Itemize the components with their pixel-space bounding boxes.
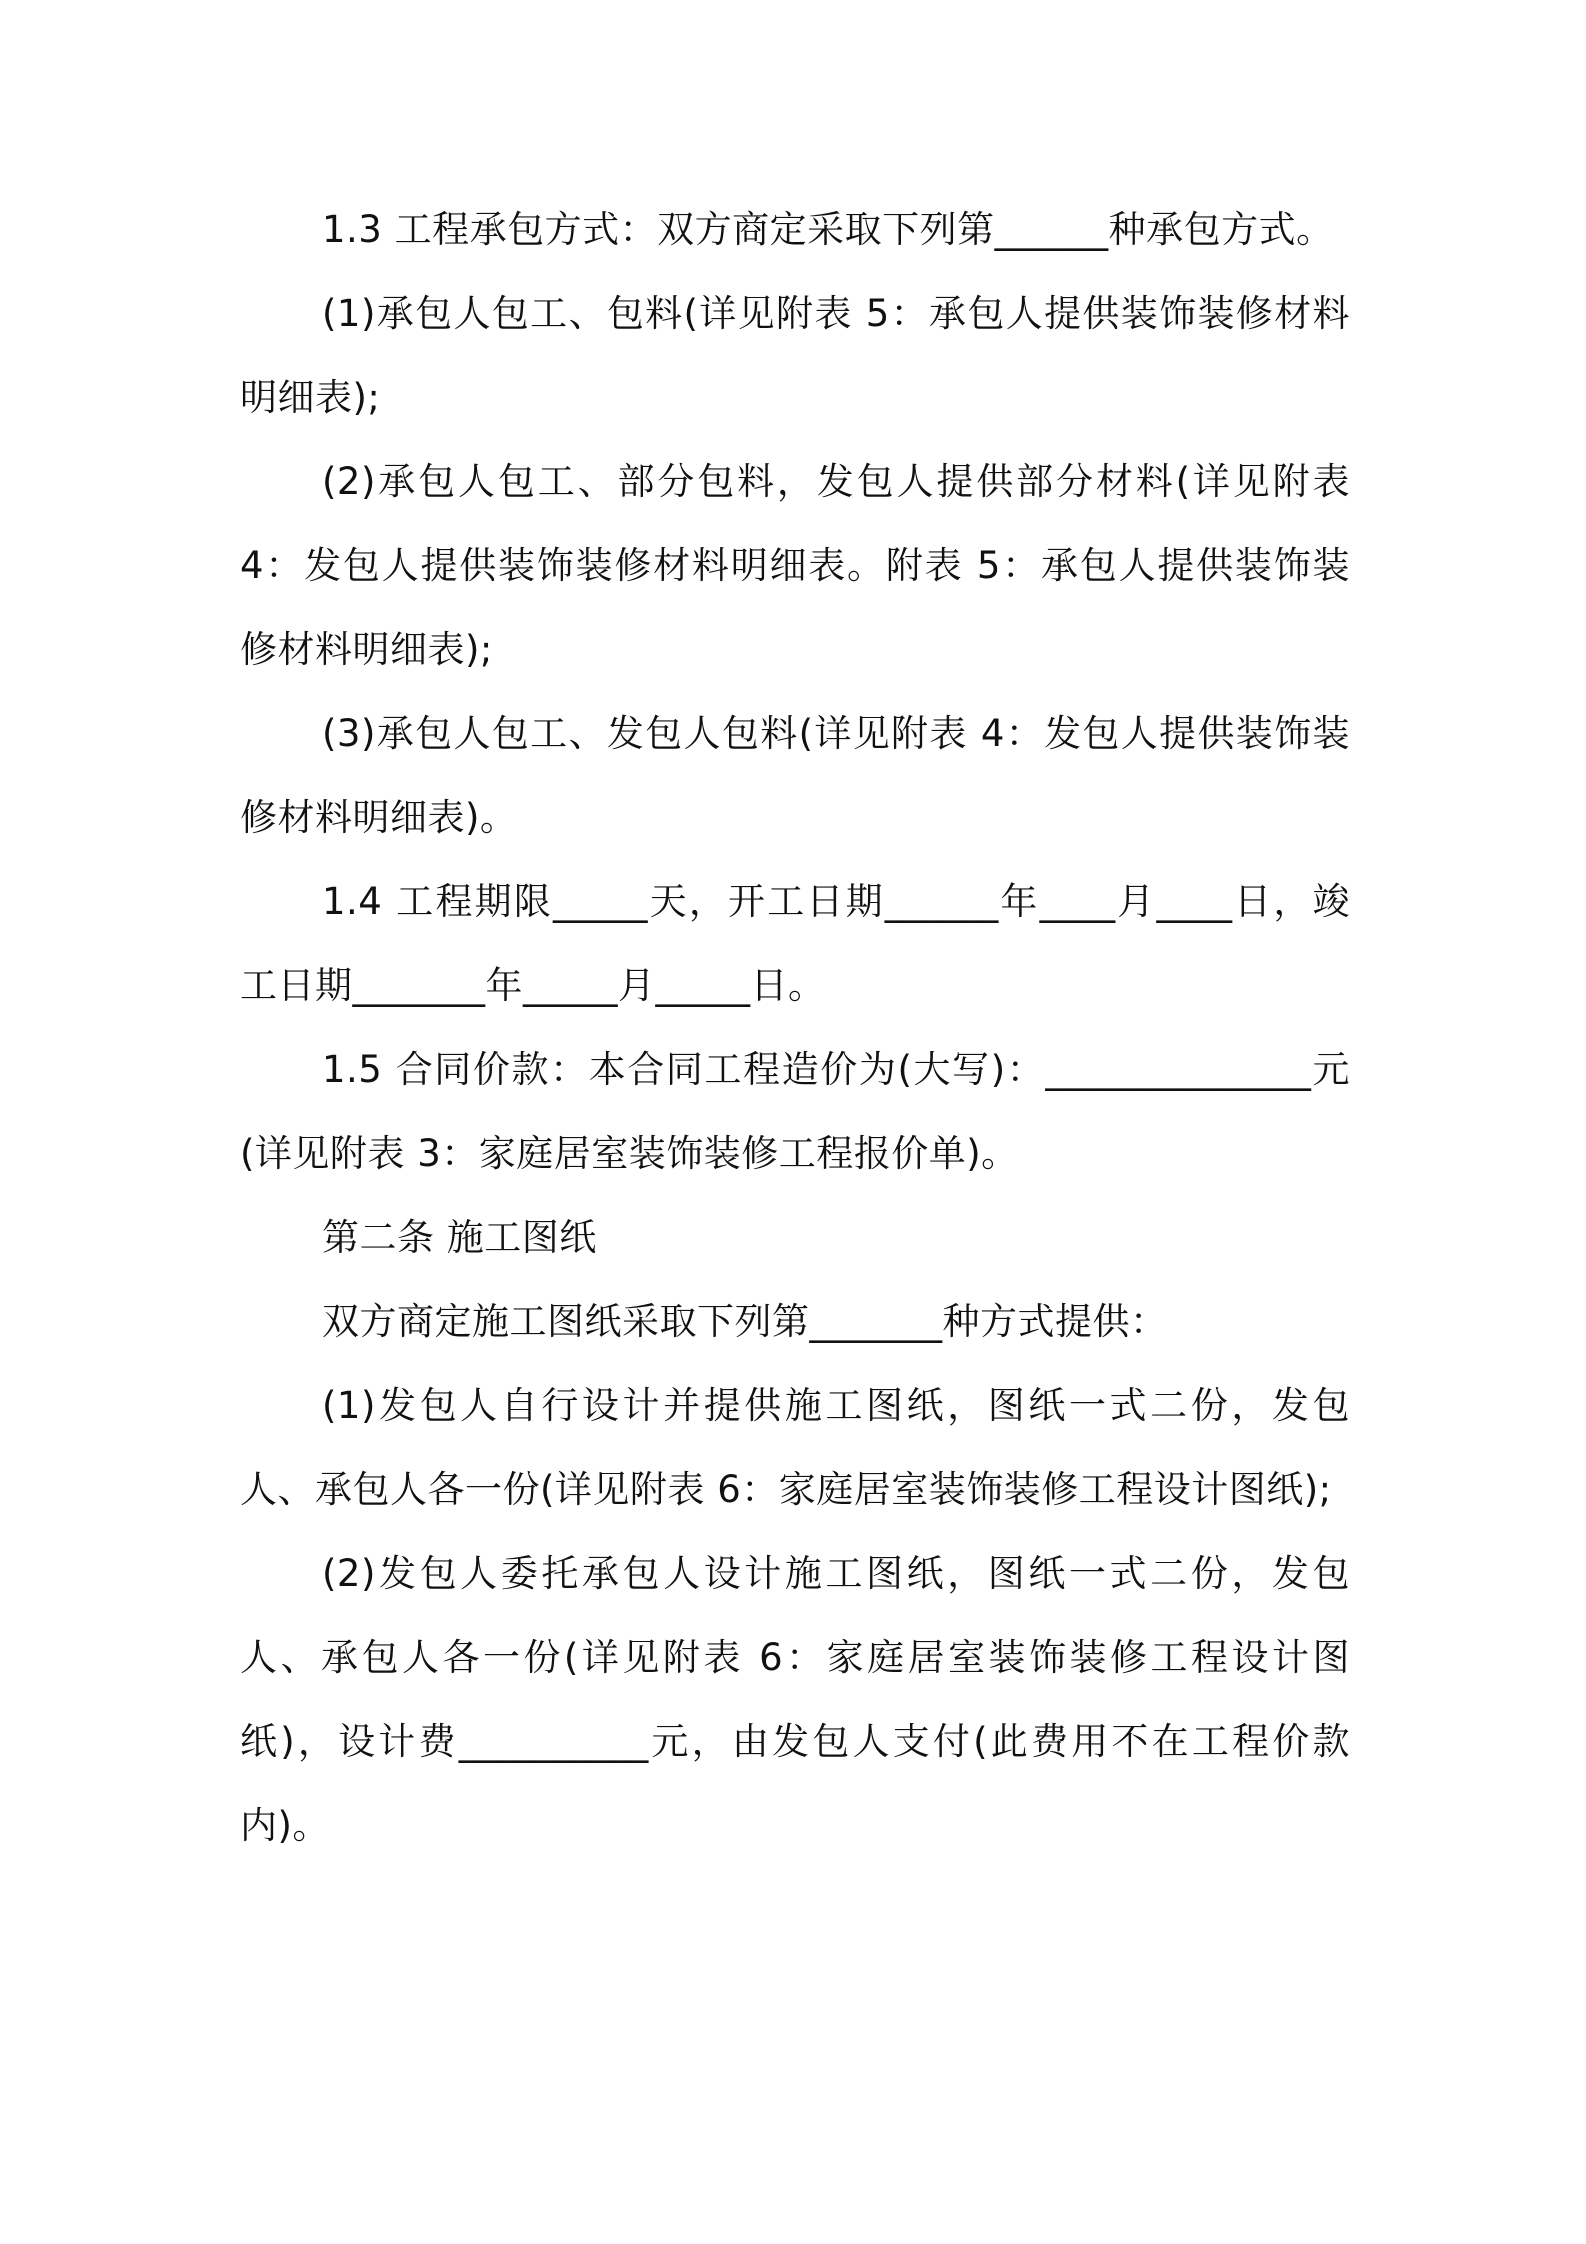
article-2-option-1: (1)发包人自行设计并提供施工图纸，图纸一式二份，发包人、承包人各一份(详见附表 6：家庭居室装饰装修工程设计图纸);	[240, 1384, 1350, 1511]
clause-1-3-option-2: (2)承包人包工、部分包料，发包人提供部分材料(详见附表 4：发包人提供装饰装修材料明细表。附表 5：承包人提供装饰装修材料明细表);	[240, 460, 1350, 671]
document-body	[240, 188, 1350, 1868]
article-2-option-2: (2)发包人委托承包人设计施工图纸，图纸一式二份，发包人、承包人各一份(详见附表 6：家庭居室装饰装修工程设计图纸)，设计费__________元，由发包人支付(此费用不在工程价款内)。	[240, 1552, 1350, 1847]
clause-1-4-construction-period: 1.4 工程期限_____天，开工日期______年____月____日，竣工日期_______年_____月_____日。	[240, 880, 1350, 1007]
clause-1-3-option-1: (1)承包人包工、包料(详见附表 5：承包人提供装饰装修材料明细表);	[240, 292, 1350, 419]
clause-1-3-contract-mode: 1.3 工程承包方式：双方商定采取下列第______种承包方式。	[322, 208, 1334, 251]
article-2-intro: 双方商定施工图纸采取下列第_______种方式提供：	[322, 1300, 1168, 1343]
clause-1-5-contract-price: 1.5 合同价款：本合同工程造价为(大写)：______________元(详见附表 3：家庭居室装饰装修工程报价单)。	[240, 1048, 1350, 1175]
article-2-heading: 第二条 施工图纸	[322, 1216, 597, 1259]
clause-1-3-option-3: (3)承包人包工、发包人包料(详见附表 4：发包人提供装饰装修材料明细表)。	[240, 712, 1350, 839]
